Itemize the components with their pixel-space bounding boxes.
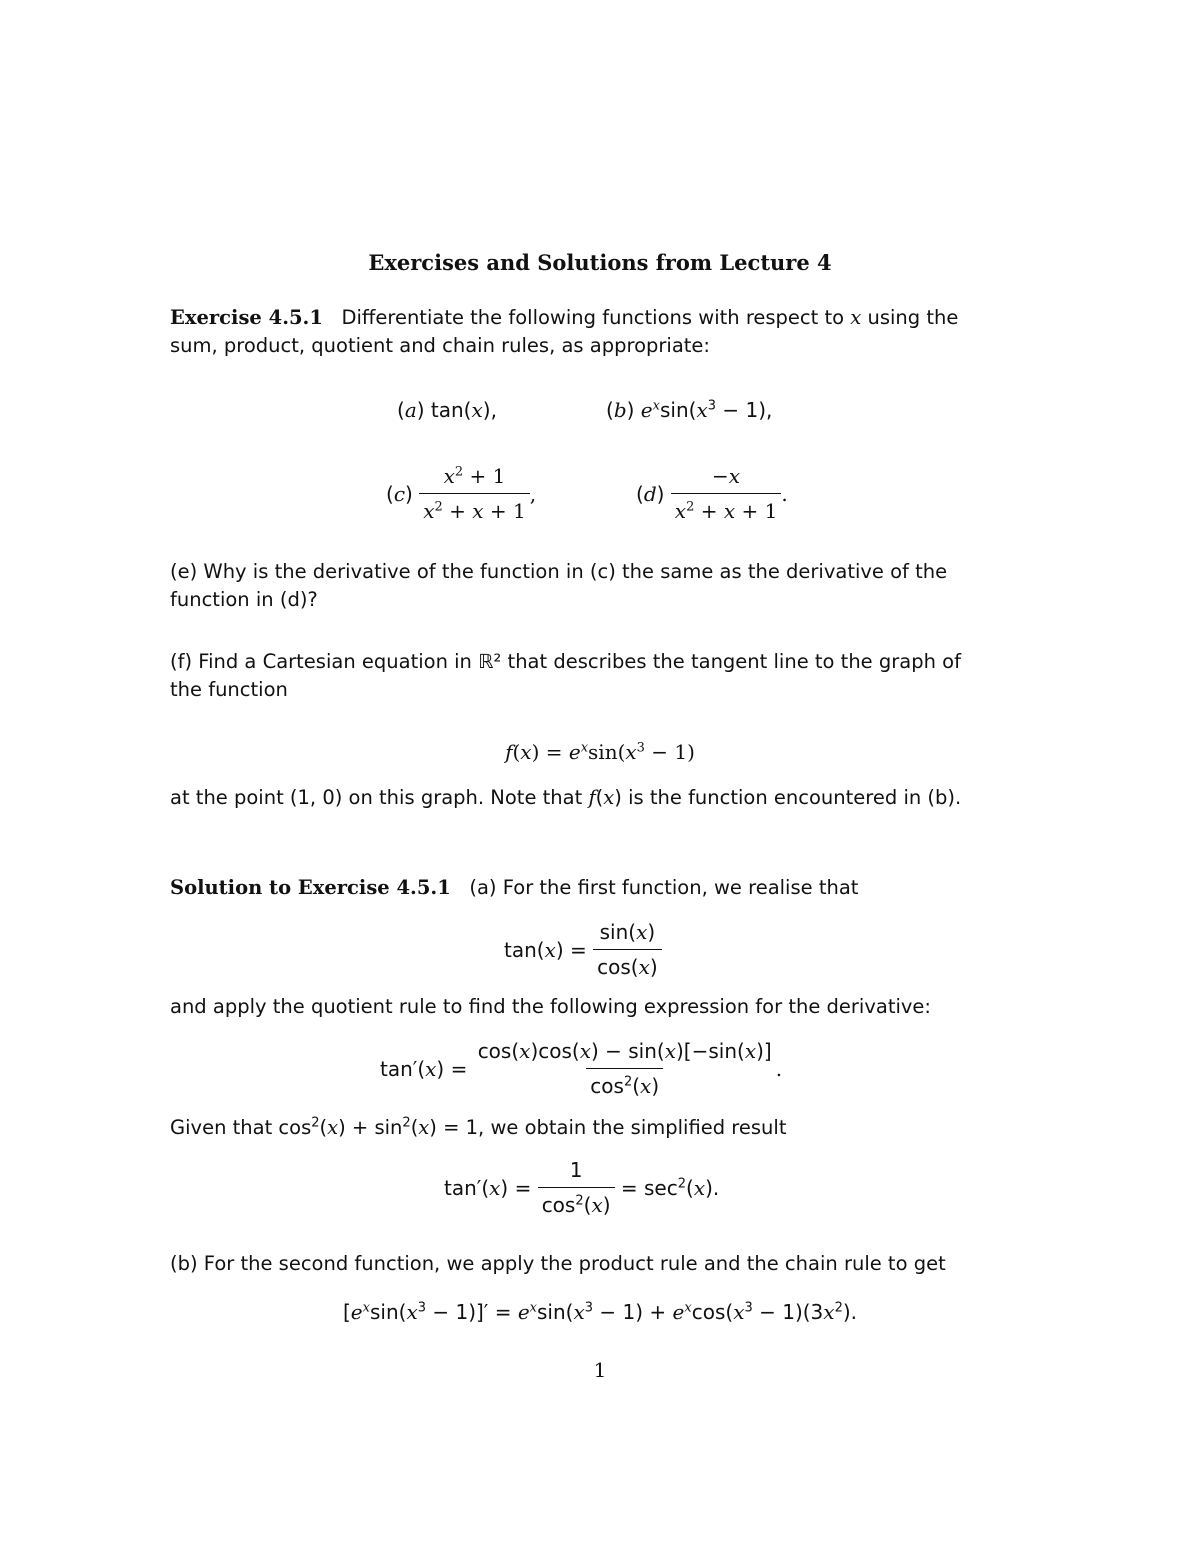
equation-tan: tan(x) = $\frac{\sin(x)}{\cos(x)}$ <box>504 918 662 981</box>
exercise-f-line1: (f) Find a Cartesian equation in ℝ² that describes the tangent line to the graph of <box>170 650 961 673</box>
exercise-intro-text: Differentiate the following functions with respect to x using the <box>322 306 959 329</box>
exercise-f-line3: at the point (1, 0) on this graph. Note that f(x) is the function encountered in (b). <box>170 786 962 809</box>
item-d: (d) $\frac{-x}{x^2 + x + 1}$ . <box>636 464 788 523</box>
fraction-d: $\frac{-x}{x^2 + x + 1}$ <box>671 462 782 525</box>
item-a: (a) tan(x), <box>397 398 497 422</box>
item-c: (c) $\frac{x^2 + 1}{x^2 + x + 1}$ , <box>386 464 537 523</box>
equation-derivative: tan′(x) = $\frac{\cos(x)\cos(x) - \sin(x)[-\sin(x)]}{\cos^2(x)}$ . <box>380 1039 783 1098</box>
solution-line1 <box>170 874 858 902</box>
fraction-quotient: $\frac{\cos(x)\cos(x) - \sin(x)[-\sin(x)]}{\cos^2(x)}$ <box>477 1039 772 1098</box>
exercise-e-line2: function in (d)? <box>170 588 318 611</box>
solution-a-intro: (a) For the first function, we realise that <box>450 876 859 899</box>
equation-f: $f(x) = e^x\sin(x^3 - 1)$ <box>505 740 695 764</box>
solution-label: Solution to Exercise 4.5.1 <box>170 876 451 899</box>
page-title: Exercises and Solutions from Lecture 4 <box>368 250 832 275</box>
equation-simplified: tan′(x) = $\frac{1}{\cos^2(x)}$ = $\sec^2(x)$. <box>444 1158 720 1217</box>
equation-product: $[e^x\sin(x^3 - 1)]' = e^x\sin(x^3 - 1) + e^x\cos(x^3 - 1)(3x^2)$. <box>342 1300 858 1324</box>
exercise-f-line2: the function <box>170 678 288 701</box>
fraction-sin-cos: $\frac{\sin(x)}{\cos(x)}$ <box>593 918 662 981</box>
exercise-intro-line2: sum, product, quotient and chain rules, as appropriate: <box>170 334 710 357</box>
exercise-label: Exercise 4.5.1 <box>170 306 323 329</box>
page-number: 1 <box>593 1358 607 1382</box>
item-b: (b) $e^x\sin(x^3 - 1)$, <box>606 398 773 422</box>
fraction-one-over-cos: $\frac{1}{\cos^2(x)}$ <box>538 1156 615 1219</box>
exercise-e-line1: (e) Why is the derivative of the function in (c) the same as the derivative of the <box>170 560 948 583</box>
exercise-intro-line1 <box>170 304 958 332</box>
solution-b-text: (b) For the second function, we apply the product rule and the chain rule to get <box>170 1252 946 1275</box>
given-text: Given that $\cos^2(x) + \sin^2(x) = 1$, we obtain the simplified result <box>170 1115 787 1139</box>
fraction-c: $\frac{x^2 + 1}{x^2 + x + 1}$ <box>419 462 530 525</box>
quotient-text: and apply the quotient rule to find the following expression for the derivative: <box>170 995 931 1018</box>
